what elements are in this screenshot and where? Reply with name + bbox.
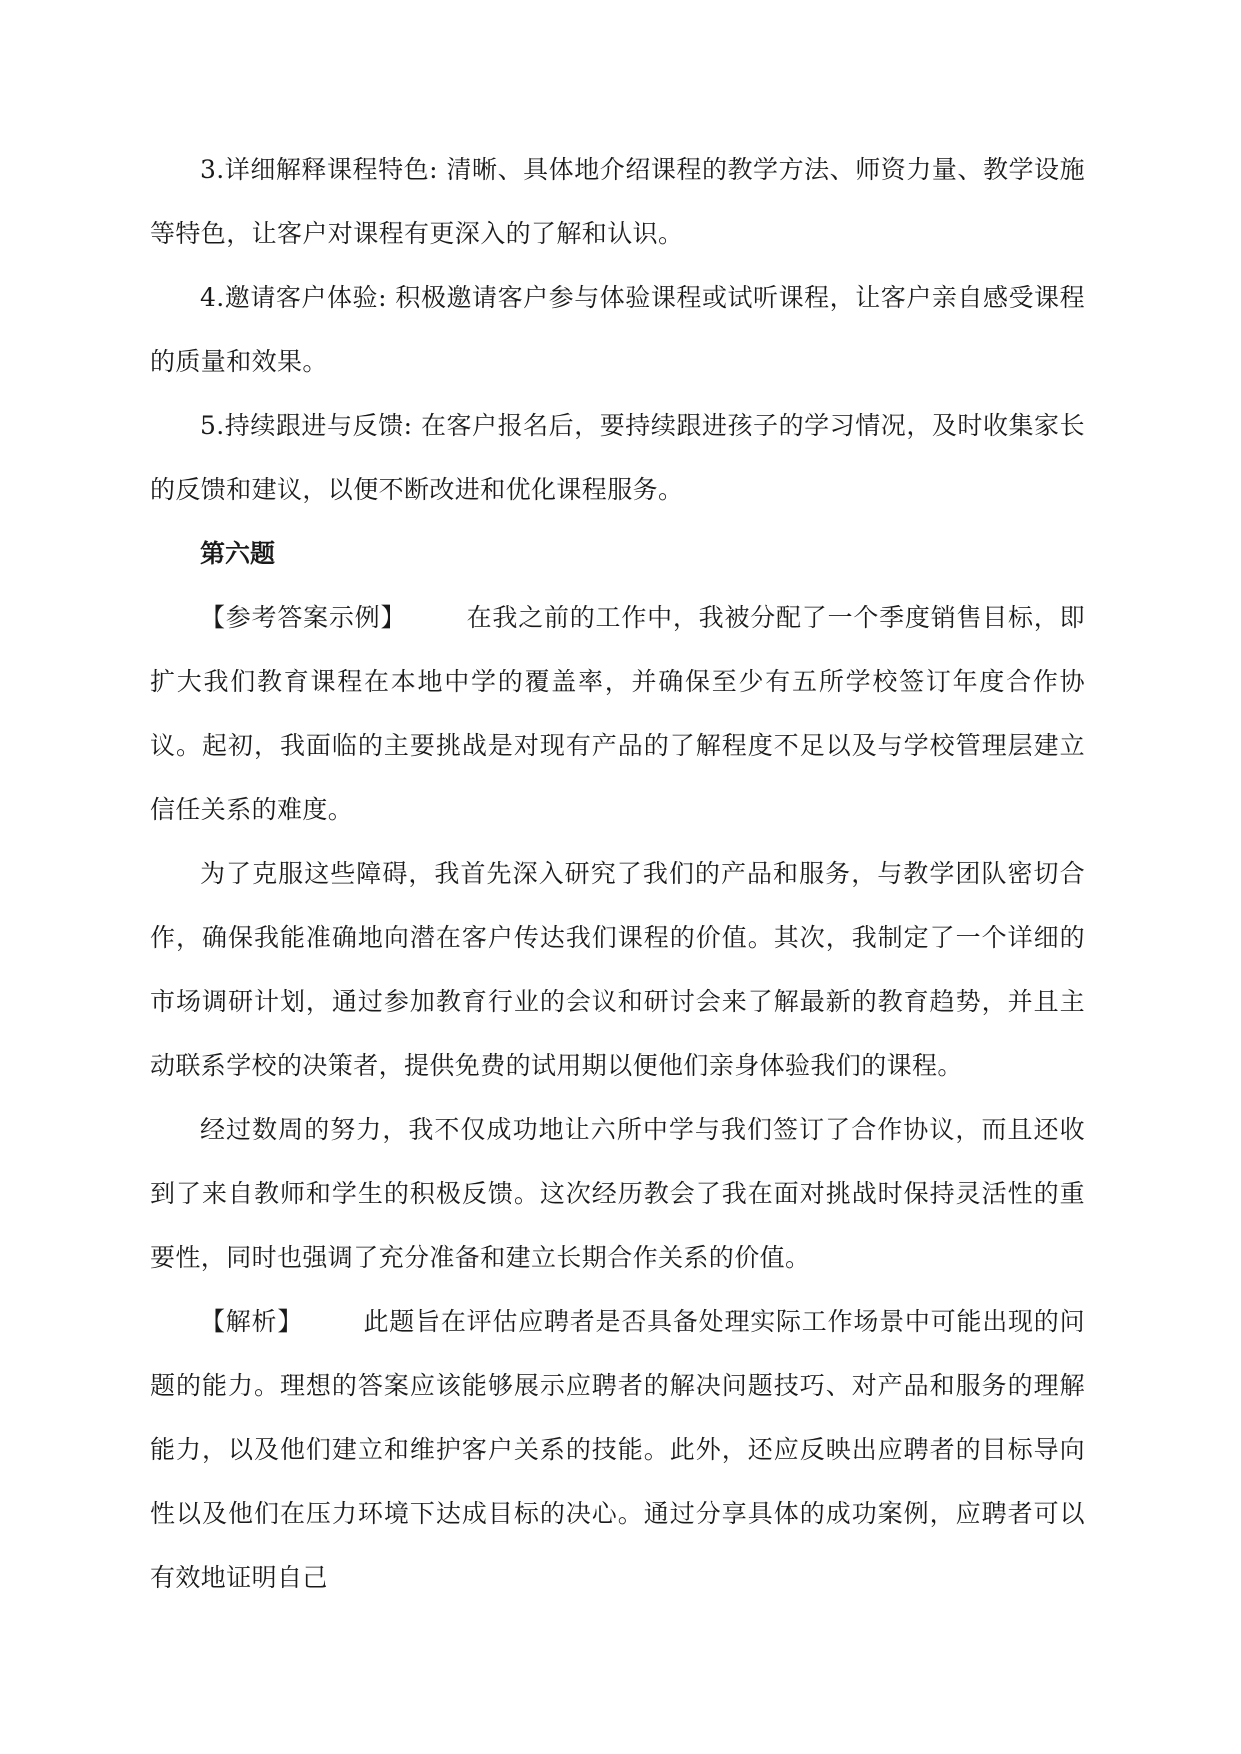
paragraph-analysis	[150, 1290, 1085, 1610]
section-heading: 第六题	[200, 539, 276, 568]
paragraph-course-features: 3.详细解释课程特色: 清晰、具体地介绍课程的教学方法、师资力量、教学设施等特色，让客户对课程有更深入的了解和认识。	[150, 155, 1085, 248]
reference-answer-text: 在我之前的工作中，我被分配了一个季度销售目标，即扩大我们教育课程在本地中学的覆盖率，并确保至少有五所学校签订年度合作协议。起初，我面临的主要挑战是对现有产品的了解程度不足以及与学校管理层建立信任关系的难度。	[150, 603, 1085, 824]
paragraph-reference-answer	[150, 586, 1085, 842]
paragraph-results: 经过数周的努力，我不仅成功地让六所中学与我们签订了合作协议，而且还收到了来自教师和学生的积极反馈。这次经历教会了我在面对挑战时保持灵活性的重要性，同时也强调了充分准备和建立长期合作关系的价值。	[150, 1115, 1085, 1272]
paragraph-overcome-obstacles: 为了克服这些障碍，我首先深入研究了我们的产品和服务，与教学团队密切合作，确保我能准确地向潜在客户传达我们课程的价值。其次，我制定了一个详细的市场调研计划，通过参加教育行业的会议和研讨会来了解最新的教育趋势，并且主动联系学校的决策者，提供免费的试用期以便他们亲身体验我们的课程。	[150, 859, 1085, 1080]
paragraph-invite-experience: 4.邀请客户体验: 积极邀请客户参与体验课程或试听课程，让客户亲自感受课程的质量和效果。	[150, 283, 1085, 376]
paragraph-follow-up: 5.持续跟进与反馈: 在客户报名后，要持续跟进孩子的学习情况，及时收集家长的反馈和建议，以便不断改进和优化课程服务。	[150, 411, 1085, 504]
document-body	[150, 138, 1085, 1610]
reference-answer-tag: 【参考答案示例】	[200, 603, 407, 632]
analysis-tag: 【解析】	[200, 1307, 304, 1336]
analysis-text: 此题旨在评估应聘者是否具备处理实际工作场景中可能出现的问题的能力。理想的答案应该能够展示应聘者的解决问题技巧、对产品和服务的理解能力，以及他们建立和维护客户关系的技能。此外，还应反映出应聘者的目标导向性以及他们在压力环境下达成目标的决心。通过分享具体的成功案例，应聘者可以有效地证明自己	[150, 1307, 1085, 1592]
